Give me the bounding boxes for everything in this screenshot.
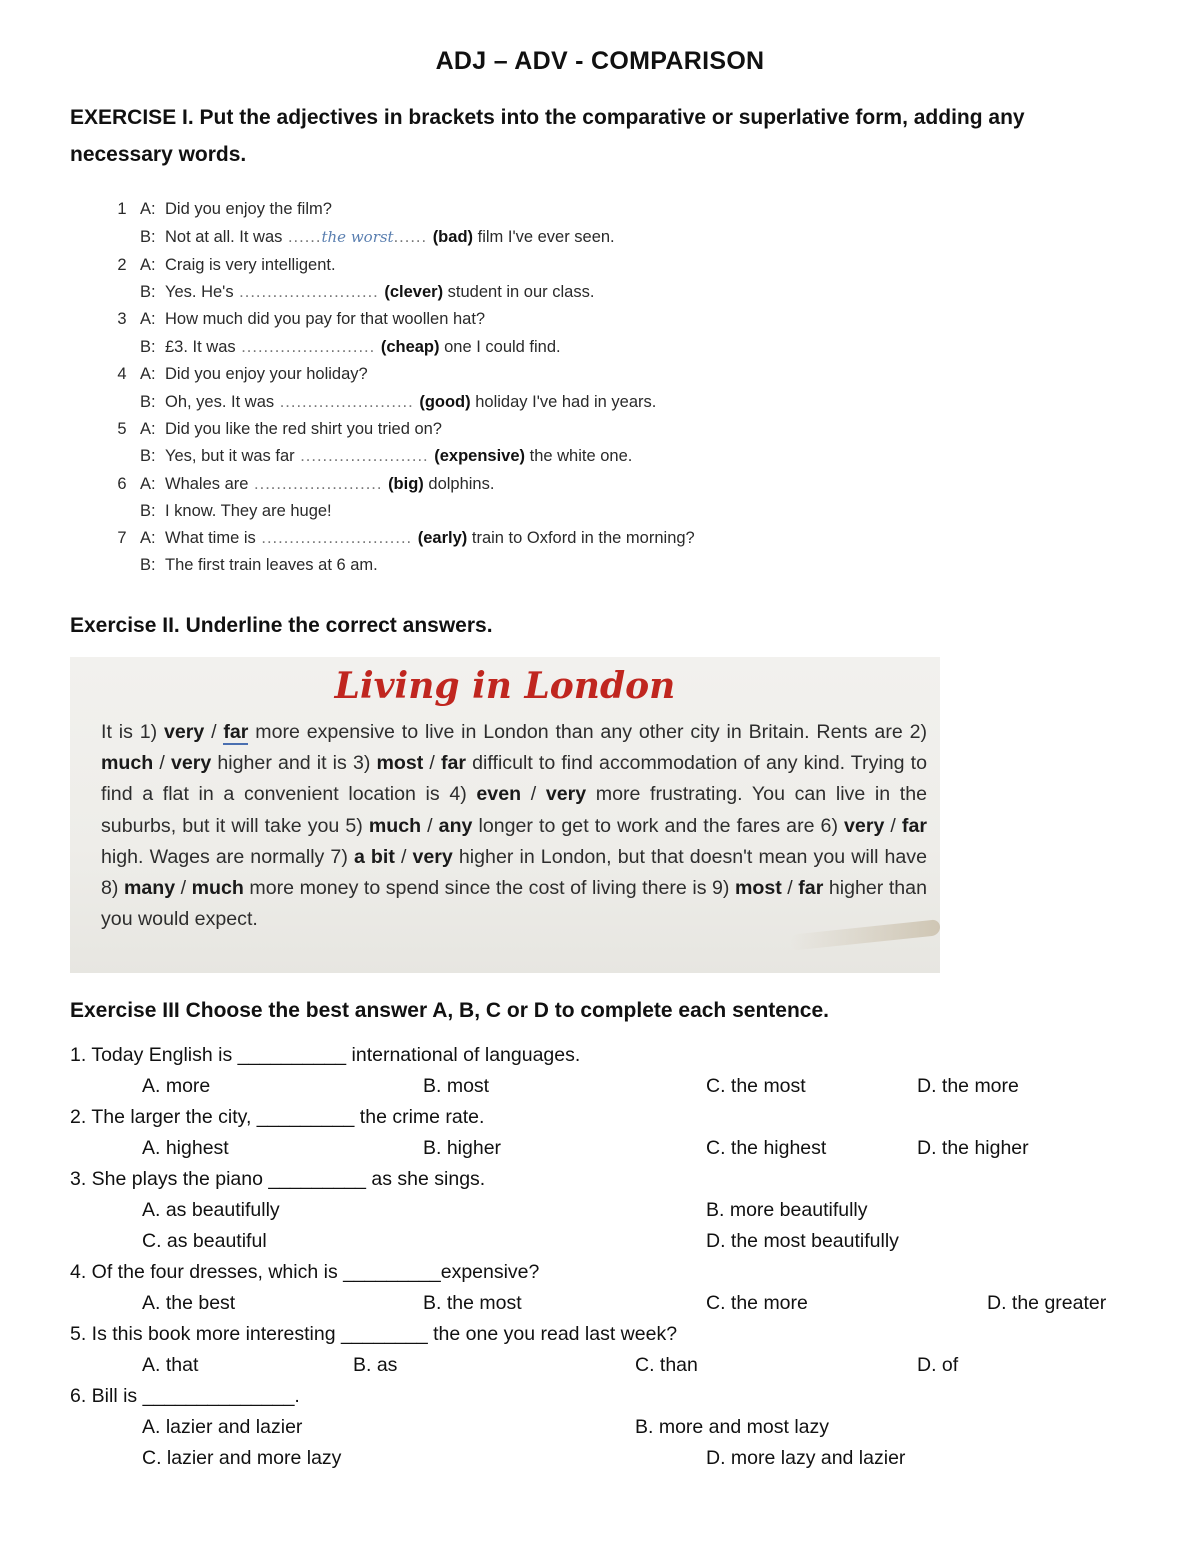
answer-choice: very: [163, 721, 205, 743]
answer-option[interactable]: D. of: [917, 1354, 959, 1376]
passage-text: high. Wages are normally 7): [101, 845, 354, 868]
answer-blank: .........................: [233, 283, 385, 301]
passage-text: /: [204, 721, 224, 743]
sentence-start: Yes, but it was far: [165, 447, 295, 465]
passage-text: difficult to find accommodation of any kind. Trying to find a flat in a convenient location is 4): [101, 752, 927, 806]
answer-blank: ...........................: [255, 529, 418, 547]
dialogue-sentence: Did you like the red shirt you tried on?: [165, 420, 442, 438]
answer-blank: ........................: [274, 393, 420, 411]
answer-choice: far: [798, 877, 824, 900]
passage-text: higher and it is 3): [211, 752, 377, 775]
speaker-label: A:: [140, 420, 156, 438]
answer-option[interactable]: C. the highest: [706, 1137, 827, 1159]
dialogue-line-a: [115, 310, 815, 334]
underlined-choice: far: [223, 721, 249, 743]
passage-text: /: [421, 814, 439, 837]
answer-blank: ......: [282, 228, 322, 246]
reading-box: [70, 657, 940, 973]
sentence-end: train to Oxford in the morning?: [471, 529, 695, 547]
dialogue-text: [165, 556, 378, 575]
bracket-word: (bad): [432, 228, 474, 246]
answer-choice: most: [734, 877, 782, 900]
passage-text: more money to spend since the cost of living there is 9): [243, 877, 735, 900]
question-text: 1. Today English is __________ international of languages.: [70, 1044, 581, 1066]
dialogue-line-b: [115, 228, 815, 252]
speaker-label: A:: [140, 200, 156, 218]
dialogue-text: [165, 475, 494, 494]
answer-option[interactable]: A. more: [142, 1075, 211, 1097]
dialogue-sentence: How much did you pay for that woollen hat?: [165, 310, 486, 328]
item-number: 5: [117, 420, 127, 438]
exercise-1-heading: EXERCISE I. Put the adjectives in brackets into the comparative or superlative form, adding any necessary words.: [70, 106, 1025, 166]
passage-text: longer to get to work and the fares are 6): [472, 814, 845, 837]
sentence-start: What time is: [165, 529, 256, 547]
answer-choice: much: [368, 814, 422, 837]
answer-option[interactable]: C. the more: [706, 1292, 808, 1314]
answer-option[interactable]: D. the higher: [917, 1137, 1029, 1159]
exercise-3-heading: Exercise III Choose the best answer A, B, C or D to complete each sentence.: [70, 999, 829, 1022]
dialogue-text: [165, 283, 594, 302]
dialogue-line-b: [115, 556, 815, 580]
answer-choice: far: [901, 814, 927, 837]
item-number: 3: [117, 310, 127, 328]
speaker-label: A:: [140, 310, 156, 328]
passage-text: /: [153, 752, 171, 775]
bracket-word: (expensive): [434, 447, 526, 465]
answer-option[interactable]: B. more beautifully: [706, 1199, 868, 1221]
question-text: 5. Is this book more interesting ________ the one you read last week?: [70, 1323, 678, 1345]
passage-text: more frustrating. You can live in the suburbs, but it will take you 5): [101, 783, 928, 837]
answer-choice: very: [170, 752, 212, 775]
speaker-label: B:: [140, 338, 156, 356]
sentence-end: dolphins.: [428, 475, 495, 493]
item-number: 6: [117, 475, 127, 493]
answer-option[interactable]: B. more and most lazy: [635, 1416, 829, 1438]
dialogue-text: [165, 310, 485, 329]
answer-choice: very: [844, 814, 885, 837]
page-title: ADJ – ADV - COMPARISON: [435, 47, 765, 75]
answer-option[interactable]: B. as: [353, 1354, 398, 1376]
dialogue-text: [165, 200, 332, 219]
speaker-label: B:: [140, 393, 156, 411]
exercise-2-heading: Exercise II. Underline the correct answers.: [70, 614, 493, 637]
answer-choice: very: [545, 783, 587, 806]
speaker-label: B:: [140, 447, 156, 465]
item-number: 1: [117, 200, 127, 218]
dialogue-line-a: [115, 365, 815, 389]
dialogue-sentence: The first train leaves at 6 am.: [165, 556, 378, 574]
answer-option[interactable]: B. most: [423, 1075, 490, 1097]
dialogue-sentence: Did you enjoy the film?: [165, 200, 332, 218]
answer-option[interactable]: D. more lazy and lazier: [706, 1447, 906, 1469]
question-text: 3. She plays the piano _________ as she sings.: [70, 1168, 486, 1190]
passage-text: higher than you would expect.: [101, 877, 927, 931]
answer-choice: most: [376, 752, 424, 775]
question-text: 6. Bill is ______________.: [70, 1385, 300, 1407]
answer-option[interactable]: C. than: [635, 1354, 698, 1376]
answer-choice: many: [123, 877, 176, 900]
dialogue-line-a: [115, 475, 815, 499]
dialogue-line-b: [115, 502, 815, 526]
sentence-start: Yes. He's: [165, 283, 234, 301]
bracket-word: (good): [419, 393, 471, 411]
sentence-end: the white one.: [529, 447, 633, 465]
bracket-word: (clever): [384, 283, 444, 301]
bracket-word: (early): [417, 529, 468, 547]
passage-text: /: [394, 845, 413, 868]
passage-text: /: [423, 752, 441, 775]
dialogue-line-b: [115, 283, 815, 307]
dialogue-text: [165, 529, 695, 548]
dialogue-line-a: [115, 420, 815, 444]
dialogue-text: [165, 393, 656, 412]
speaker-label: B:: [140, 556, 156, 574]
dialogue-line-a: [115, 529, 815, 553]
answer-choice: far: [440, 752, 467, 775]
sentence-start: Oh, yes. It was: [165, 393, 275, 411]
dialogue-text: [165, 338, 561, 357]
reading-title: Living in London: [334, 665, 676, 707]
dialogue-line-b: [115, 447, 815, 471]
answer-blank: ........................: [235, 338, 381, 356]
handwritten-answer: the worst: [321, 228, 394, 246]
dialogue-text: [165, 420, 442, 439]
answer-blank: .......................: [248, 475, 389, 493]
answer-choice: any: [438, 814, 473, 837]
sentence-end: student in our class.: [447, 283, 595, 301]
passage-text: more expensive to live in London than any other city in Britain. Rents are 2): [248, 721, 927, 743]
dialogue-text: [165, 447, 632, 466]
question-text: 4. Of the four dresses, which is _________expensive?: [70, 1261, 540, 1283]
bracket-word: (big): [388, 475, 424, 493]
answer-option[interactable]: A. highest: [142, 1137, 229, 1159]
question-text: 2. The larger the city, _________ the crime rate.: [70, 1106, 485, 1128]
passage-text: /: [521, 783, 546, 806]
dialogue-line-b: [115, 338, 815, 362]
item-number: 2: [117, 256, 127, 274]
bracket-word: (cheap): [380, 338, 440, 356]
passage-text: /: [884, 814, 902, 837]
sentence-start: Not at all. It was: [165, 228, 283, 246]
answer-option[interactable]: C. as beautiful: [142, 1230, 267, 1252]
answer-option[interactable]: B. the most: [423, 1292, 522, 1314]
answer-option[interactable]: D. the most beautifully: [706, 1230, 899, 1252]
passage-text: It is 1): [101, 721, 164, 743]
speaker-label: B:: [140, 502, 156, 520]
answer-option[interactable]: C. the most: [706, 1075, 806, 1097]
dialogue-sentence: Did you enjoy your holiday?: [165, 365, 368, 383]
speaker-label: A:: [140, 529, 156, 547]
passage-text: higher in London, but that doesn't mean you will have 8): [101, 845, 927, 900]
dialogue-line-a: [115, 256, 815, 280]
dialogue-text: [165, 228, 615, 247]
dialogue-text: [165, 256, 336, 275]
sentence-start: Whales are: [165, 475, 249, 493]
answer-option[interactable]: C. lazier and more lazy: [142, 1447, 342, 1469]
item-number: 7: [117, 529, 127, 547]
reading-passage: [101, 717, 927, 935]
answer-choice: even: [476, 783, 522, 806]
sentence-end: film I've ever seen.: [477, 228, 615, 246]
sentence-end: holiday I've had in years.: [475, 393, 657, 411]
item-number: 4: [117, 365, 127, 383]
answer-blank: .......................: [294, 447, 435, 465]
dialogue-text: [165, 365, 368, 384]
dialogue-sentence: I know. They are huge!: [165, 502, 332, 520]
answer-option[interactable]: A. lazier and lazier: [142, 1416, 303, 1438]
dialogue-line-b: [115, 393, 815, 417]
speaker-label: B:: [140, 283, 156, 301]
sentence-end: one I could find.: [444, 338, 561, 356]
answer-choice: a bit: [353, 845, 395, 868]
answer-option[interactable]: A. as beautifully: [142, 1199, 280, 1221]
speaker-label: A:: [140, 475, 156, 493]
answer-choice: much: [191, 877, 244, 900]
answer-option[interactable]: D. the greater: [987, 1292, 1107, 1314]
dialogue-line-a: [115, 200, 815, 224]
speaker-label: A:: [140, 256, 156, 274]
answer-option[interactable]: A. that: [142, 1354, 199, 1376]
answer-blank: ......: [393, 228, 433, 246]
passage-text: /: [175, 877, 192, 900]
answer-choice: very: [412, 845, 453, 868]
dialogue-sentence: Craig is very intelligent.: [165, 256, 336, 274]
answer-option[interactable]: B. higher: [423, 1137, 502, 1159]
answer-option[interactable]: A. the best: [142, 1292, 236, 1314]
answer-option[interactable]: D. the more: [917, 1075, 1019, 1097]
passage-text: /: [781, 877, 799, 900]
speaker-label: B:: [140, 228, 156, 246]
speaker-label: A:: [140, 365, 156, 383]
dialogue-text: [165, 502, 332, 521]
answer-choice: much: [101, 752, 154, 775]
sentence-start: £3. It was: [165, 338, 236, 356]
